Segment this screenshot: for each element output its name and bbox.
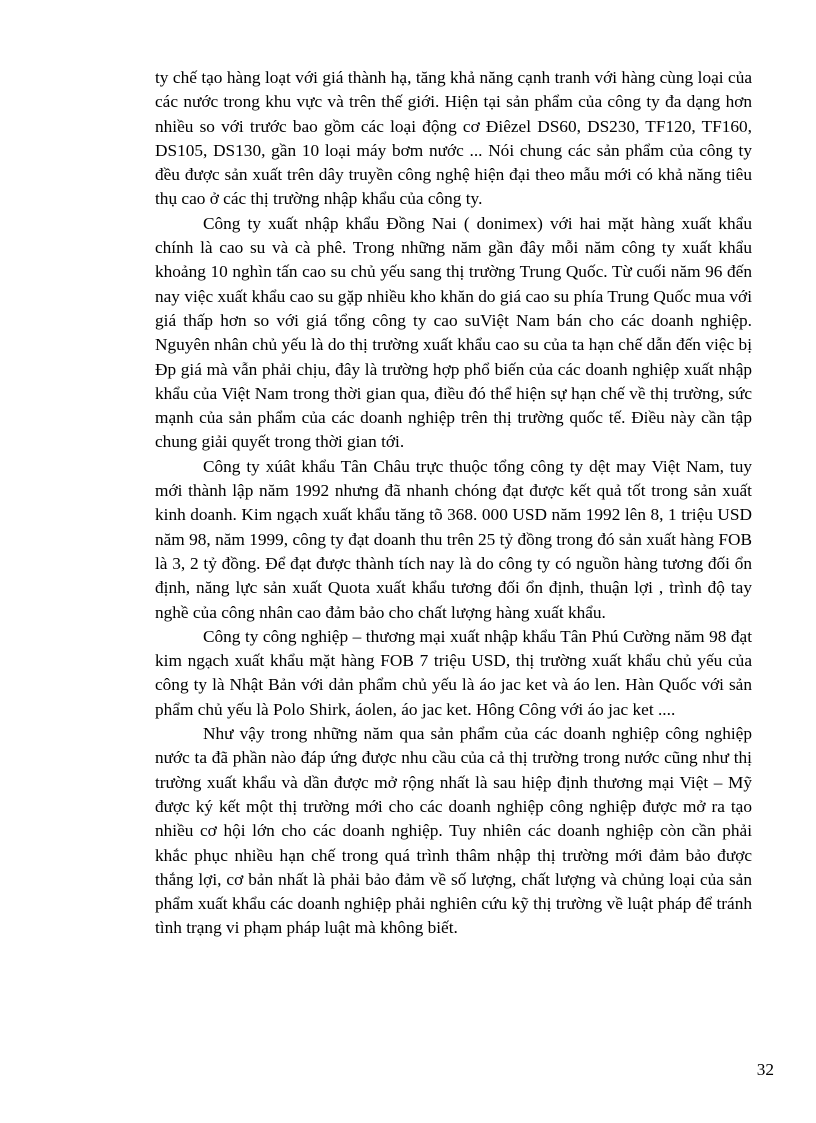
document-page <box>155 66 752 941</box>
paragraph-tan-phu-cuong: Công ty công nghiệp – thương mại xuất nhập khẩu Tân Phú Cường năm 98 đạt kim ngạch xuất khẩu mặt hàng FOB 7 triệu USD, thị trường xuất khẩu chủ yếu của công ty là Nhật Bản với dản phẩm chủ yếu là áo jac ket và áo len. Hàn Quốc với sản phẩm chủ yếu là Polo Shirk, áolen, áo jac ket. Hông Công với áo jac ket .... <box>155 626 752 719</box>
paragraph-donimex: Công ty xuất nhập khẩu Đồng Nai ( donimex) với hai mặt hàng xuất khẩu chính là cao su và cà phê. Trong những năm gần đây mỗi năm công ty xuất khẩu khoảng 10 nghìn tấn cao su chủ yếu sang thị trường Trung Quốc. Từ cuối năm 96 đến nay việc xuất khẩu cao su gặp nhiều kho khăn do giá cao su phía Trung Quốc mua với giá thấp hơn so với giá tổng công ty cao suViệt Nam bán cho các doanh nghiệp. Nguyên nhân chủ yếu là do thị trường xuất khẩu cao su của ta hạn chế dẫn đến việc bị Đp giá mà vẫn phải chịu, đây là trường hợp phổ biến của các doanh nghiệp xuất nhập khẩu của Việt Nam trong thời gian qua, điều đó thể hiện sự hạn chế về thị trường, sức mạnh của sản phẩm của các doanh nghiệp trên thị trường quốc tế. Điều này cần tập chung giải quyết trong thời gian tới. <box>155 213 752 452</box>
paragraph-tan-chau: Công ty xúât khẩu Tân Châu trực thuộc tổng công ty dệt may Việt Nam, tuy mới thành lập năm 1992 nhưng đã nhanh chóng đạt được kết quả tốt trong sản xuất kinh doanh. Kim ngạch xuất khẩu tăng tõ 368. 000 USD năm 1992 lên 8, 1 triệu USD năm 98, năm 1999, công ty đạt doanh thu trên 25 tỷ đồng trong đó sản xuất hàng FOB là 3, 2 tỷ đồng. Để đạt được thành tích nay là do công ty có nguồn hàng tương đối ổn định, năng lực sản xuất Quota xuất khẩu tương đối ổn định, thuận lợi , trình độ tay nghề của công nhân cao đảm bảo cho chất lượng hàng xuất khẩu. <box>155 456 752 622</box>
page-number: 32 <box>756 1060 774 1079</box>
paragraph-product-range: ty chế tạo hàng loạt với giá thành hạ, tăng khả năng cạnh tranh với hàng cùng loại của các nước trong khu vực và trên thế giới. Hiện tại sản phẩm của công ty đa dạng hơn nhiều so với trước bao gồm các loại động cơ Điêzel DS60, DS230, TF120, TF160, DS105, DS130, gần 10 loại máy bơm nước ... Nói chung các sản phẩm của công ty đều được sản xuất trên dây truyền công nghệ hiện đại theo mẫu mới có khả năng tiêu thụ cao ở các thị trường nhập khẩu của công ty. <box>155 68 752 209</box>
paragraph-summary: Như vậy trong những năm qua sản phẩm của các doanh nghiệp công nghiệp nước ta đã phần nào đáp ứng được nhu cầu của cả thị trường trong nước cũng như thị trường xuất khẩu và dần được mở rộng nhất là sau hiệp định thương mại Việt – Mỹ được ký kết một thị trường mới cho các doanh nghiệp công nghiệp được mở ra tạo nhiều cơ hội lớn cho các doanh nghiệp. Tuy nhiên các doanh nghiệp còn cần phải khắc phục nhiều hạn chế trong quá trình thâm nhập thị trường mới đảm bảo được thắng lợi, cơ bản nhất là phải bảo đảm về số lượng, chất lượng và chủng loại của sản phẩm xuất khẩu các doanh nghiệp phải nghiên cứu kỹ thị trường về luật pháp để tránh tình trạng vi phạm pháp luật mà không biết. <box>155 724 752 938</box>
